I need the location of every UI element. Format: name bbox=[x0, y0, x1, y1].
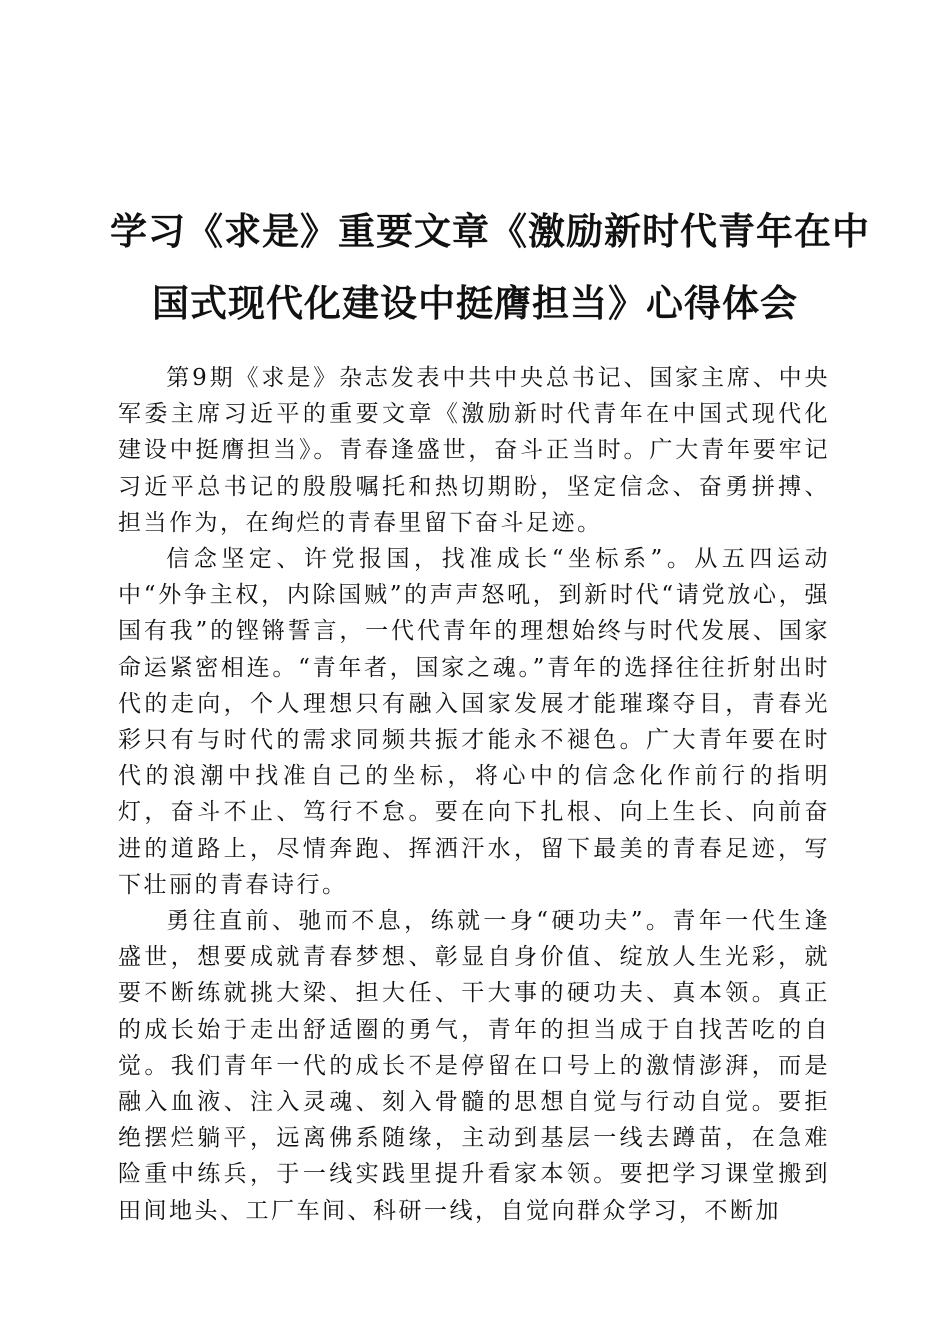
document-title bbox=[110, 195, 870, 339]
title-line-1: 学习《求是》重要文章《激励新时代青年在中 bbox=[110, 208, 870, 253]
title-line-2: 国式现代化建设中挺膺担当》心得体会 bbox=[152, 280, 798, 325]
document-body bbox=[118, 360, 830, 1229]
paragraph-skills: 勇往直前、驰而不息，练就一身“硬功夫”。青年一代生逢盛世，想要成就青春梦想、彰显自身价值、绽放人生光彩，就要不断练就挑大梁、担大任、干大事的硬功夫、真本领。真正的成长始于走出舒适圈的勇气，青年的担当成于自找苦吃的自觉。我们青年一代的成长不是停留在口号上的激情澎湃，而是融入血液、注入灵魂、刻入骨髓的思想自觉与行动自觉。要拒绝摆烂躺平，远离佛系随缘，主动到基层一线去蹲苗，在急难险重中练兵，于一线实践里提升看家本领。要把学习课堂搬到田间地头、工厂车间、科研一线，自觉向群众学习，不断加 bbox=[118, 908, 830, 1224]
paragraph-belief: 信念坚定、许党报国，找准成长“坐标系”。从五四运动中“外争主权，内除国贼”的声声怒吼，到新时代“请党放心，强国有我”的铿锵誓言，一代代青年的理想始终与时代发展、国家命运紧密相连。“青年者，国家之魂。”青年的选择往往折射出时代的走向，个人理想只有融入国家发展才能璀璨夺目，青春光彩只有与时代的需求同频共振才能永不褪色。广大青年要在时代的浪潮中找准自己的坐标，将心中的信念化作前行的指明灯，奋斗不止、笃行不怠。要在向下扎根、向上生长、向前奋进的道路上，尽情奔跑、挥洒汗水，留下最美的青春足迹，写下壮丽的青春诗行。 bbox=[118, 546, 830, 898]
paragraph-intro: 第9期《求是》杂志发表中共中央总书记、国家主席、中央军委主席习近平的重要文章《激励新时代青年在中国式现代化建设中挺膺担当》。青春逢盛世，奋斗正当时。广大青年要牢记习近平总书记的殷殷嘱托和热切期盼，坚定信念、奋勇拼搏、担当作为，在绚烂的青春里留下奋斗足迹。 bbox=[118, 365, 830, 536]
